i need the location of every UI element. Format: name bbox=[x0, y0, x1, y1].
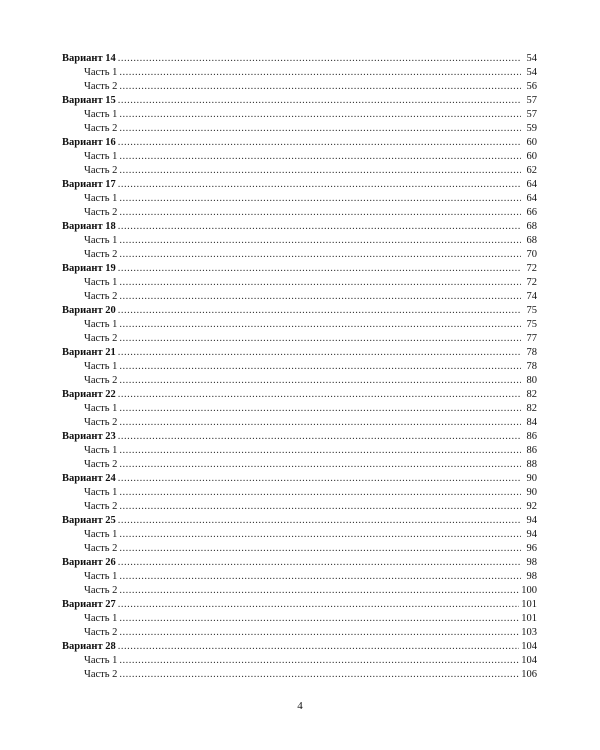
toc-part-label: Часть 1 bbox=[84, 277, 118, 288]
toc-entry-page: 68 bbox=[526, 221, 537, 232]
toc-entry-title: Вариант 15 bbox=[62, 95, 116, 106]
dot-leader bbox=[118, 430, 521, 444]
toc-entry-page: 94 bbox=[526, 515, 537, 526]
toc-part-page: 94 bbox=[526, 529, 537, 540]
toc-entry-variant[interactable] bbox=[62, 304, 537, 318]
toc-entry-title: Вариант 17 bbox=[62, 179, 116, 190]
toc-part-label: Часть 2 bbox=[84, 81, 118, 92]
dot-leader bbox=[119, 318, 521, 332]
toc-entry-page: 75 bbox=[526, 305, 537, 316]
toc-part-page: 104 bbox=[521, 655, 537, 666]
toc-entry-part[interactable] bbox=[62, 80, 537, 94]
toc-entry-part[interactable] bbox=[62, 360, 537, 374]
toc-part-page: 60 bbox=[526, 151, 537, 162]
dot-leader bbox=[119, 66, 521, 80]
dot-leader bbox=[118, 262, 521, 276]
toc-entry-part[interactable] bbox=[62, 206, 537, 220]
dot-leader bbox=[119, 402, 521, 416]
dot-leader bbox=[119, 206, 521, 220]
dot-leader bbox=[118, 598, 520, 612]
dot-leader bbox=[118, 388, 521, 402]
toc-entry-page: 98 bbox=[526, 557, 537, 568]
toc-part-label: Часть 2 bbox=[84, 627, 118, 638]
toc-entry-title: Вариант 19 bbox=[62, 263, 116, 274]
toc-part-label: Часть 1 bbox=[84, 67, 118, 78]
toc-section bbox=[62, 430, 537, 472]
toc-part-label: Часть 1 bbox=[84, 235, 118, 246]
toc-entry-page: 78 bbox=[526, 347, 537, 358]
toc-entry-title: Вариант 21 bbox=[62, 347, 116, 358]
toc-part-label: Часть 2 bbox=[84, 333, 118, 344]
toc-section bbox=[62, 262, 537, 304]
toc-entry-title: Вариант 16 bbox=[62, 137, 116, 148]
toc-part-page: 75 bbox=[526, 319, 537, 330]
dot-leader bbox=[119, 192, 521, 206]
toc-section bbox=[62, 94, 537, 136]
toc-part-page: 82 bbox=[526, 403, 537, 414]
toc-entry-part[interactable] bbox=[62, 542, 537, 556]
toc-entry-variant[interactable] bbox=[62, 178, 537, 192]
dot-leader bbox=[118, 640, 520, 654]
toc-section bbox=[62, 136, 537, 178]
toc-entry-part[interactable] bbox=[62, 500, 537, 514]
dot-leader bbox=[119, 122, 521, 136]
toc-part-page: 77 bbox=[526, 333, 537, 344]
toc-part-page: 88 bbox=[526, 459, 537, 470]
toc-part-label: Часть 1 bbox=[84, 109, 118, 120]
dot-leader bbox=[118, 472, 521, 486]
toc-part-label: Часть 1 bbox=[84, 151, 118, 162]
toc-entry-variant[interactable] bbox=[62, 388, 537, 402]
toc-part-page: 101 bbox=[521, 613, 537, 624]
toc-entry-part[interactable] bbox=[62, 486, 537, 500]
toc-part-page: 84 bbox=[526, 417, 537, 428]
toc-part-label: Часть 2 bbox=[84, 207, 118, 218]
toc-entry-variant[interactable] bbox=[62, 472, 537, 486]
dot-leader bbox=[119, 332, 521, 346]
toc-entry-page: 57 bbox=[526, 95, 537, 106]
toc-part-label: Часть 1 bbox=[84, 571, 118, 582]
toc-part-label: Часть 2 bbox=[84, 375, 118, 386]
toc-part-label: Часть 2 bbox=[84, 417, 118, 428]
dot-leader bbox=[119, 276, 521, 290]
dot-leader bbox=[119, 542, 521, 556]
dot-leader bbox=[119, 528, 521, 542]
toc-entry-part[interactable] bbox=[62, 318, 537, 332]
toc-entry-page: 104 bbox=[521, 641, 537, 652]
toc-entry-part[interactable] bbox=[62, 612, 537, 626]
toc-entry-page: 90 bbox=[526, 473, 537, 484]
dot-leader bbox=[119, 584, 519, 598]
toc-entry-part[interactable] bbox=[62, 374, 537, 388]
dot-leader bbox=[118, 346, 521, 360]
toc-part-label: Часть 2 bbox=[84, 123, 118, 134]
dot-leader bbox=[119, 248, 521, 262]
toc-entry-part[interactable] bbox=[62, 248, 537, 262]
toc-section bbox=[62, 640, 537, 682]
toc-entry-part[interactable] bbox=[62, 276, 537, 290]
toc-entry-title: Вариант 14 bbox=[62, 53, 116, 64]
dot-leader bbox=[118, 52, 521, 66]
toc-part-label: Часть 2 bbox=[84, 249, 118, 260]
toc-part-page: 66 bbox=[526, 207, 537, 218]
toc-entry-variant[interactable] bbox=[62, 556, 537, 570]
dot-leader bbox=[118, 304, 521, 318]
toc-entry-title: Вариант 25 bbox=[62, 515, 116, 526]
toc-entry-part[interactable] bbox=[62, 402, 537, 416]
toc-entry-part[interactable] bbox=[62, 528, 537, 542]
toc-entry-title: Вариант 23 bbox=[62, 431, 116, 442]
toc-entry-title: Вариант 20 bbox=[62, 305, 116, 316]
dot-leader bbox=[119, 668, 519, 682]
toc-part-label: Часть 1 bbox=[84, 319, 118, 330]
toc-part-page: 57 bbox=[526, 109, 537, 120]
toc-section bbox=[62, 220, 537, 262]
toc-entry-part[interactable] bbox=[62, 66, 537, 80]
dot-leader bbox=[119, 570, 521, 584]
toc-part-label: Часть 2 bbox=[84, 501, 118, 512]
dot-leader bbox=[119, 150, 521, 164]
dot-leader bbox=[119, 80, 521, 94]
toc-part-label: Часть 2 bbox=[84, 165, 118, 176]
toc-part-label: Часть 2 bbox=[84, 669, 118, 680]
dot-leader bbox=[119, 416, 521, 430]
toc-entry-part[interactable] bbox=[62, 570, 537, 584]
toc-part-page: 56 bbox=[526, 81, 537, 92]
toc-part-label: Часть 1 bbox=[84, 193, 118, 204]
toc-part-page: 98 bbox=[526, 571, 537, 582]
dot-leader bbox=[119, 654, 519, 668]
dot-leader bbox=[119, 500, 521, 514]
page-number: 4 bbox=[297, 700, 303, 712]
toc-part-page: 78 bbox=[526, 361, 537, 372]
toc-part-page: 70 bbox=[526, 249, 537, 260]
dot-leader bbox=[118, 94, 521, 108]
toc-entry-title: Вариант 26 bbox=[62, 557, 116, 568]
toc-part-page: 100 bbox=[521, 585, 537, 596]
dot-leader bbox=[119, 612, 519, 626]
dot-leader bbox=[118, 556, 521, 570]
toc-entry-part[interactable] bbox=[62, 626, 537, 640]
toc-entry-part[interactable] bbox=[62, 654, 537, 668]
toc-entry-variant[interactable] bbox=[62, 514, 537, 528]
toc-part-label: Часть 1 bbox=[84, 361, 118, 372]
toc-part-page: 64 bbox=[526, 193, 537, 204]
dot-leader bbox=[118, 514, 521, 528]
toc-entry-part[interactable] bbox=[62, 668, 537, 682]
toc-entry-part[interactable] bbox=[62, 444, 537, 458]
toc-part-page: 90 bbox=[526, 487, 537, 498]
toc-part-label: Часть 1 bbox=[84, 529, 118, 540]
toc-entry-variant[interactable] bbox=[62, 346, 537, 360]
dot-leader bbox=[118, 178, 521, 192]
toc-section bbox=[62, 388, 537, 430]
toc-entry-part[interactable] bbox=[62, 584, 537, 598]
toc-part-label: Часть 1 bbox=[84, 403, 118, 414]
toc-entry-part[interactable] bbox=[62, 458, 537, 472]
toc-part-label: Часть 2 bbox=[84, 543, 118, 554]
dot-leader bbox=[119, 486, 521, 500]
toc-part-label: Часть 1 bbox=[84, 655, 118, 666]
toc-part-page: 86 bbox=[526, 445, 537, 456]
toc-entry-variant[interactable] bbox=[62, 136, 537, 150]
toc-entry-part[interactable] bbox=[62, 192, 537, 206]
toc-part-page: 92 bbox=[526, 501, 537, 512]
toc-entry-variant[interactable] bbox=[62, 598, 537, 612]
toc-entry-part[interactable] bbox=[62, 150, 537, 164]
toc-entry-variant[interactable] bbox=[62, 262, 537, 276]
toc-part-label: Часть 2 bbox=[84, 459, 118, 470]
toc-part-page: 106 bbox=[521, 669, 537, 680]
table-of-contents bbox=[62, 52, 537, 682]
toc-entry-page: 72 bbox=[526, 263, 537, 274]
dot-leader bbox=[119, 626, 519, 640]
toc-entry-title: Вариант 28 bbox=[62, 641, 116, 652]
toc-section bbox=[62, 346, 537, 388]
toc-section bbox=[62, 52, 537, 94]
dot-leader bbox=[118, 220, 521, 234]
toc-entry-page: 86 bbox=[526, 431, 537, 442]
toc-entry-part[interactable] bbox=[62, 416, 537, 430]
toc-section bbox=[62, 514, 537, 556]
toc-part-page: 72 bbox=[526, 277, 537, 288]
toc-entry-part[interactable] bbox=[62, 122, 537, 136]
toc-entry-part[interactable] bbox=[62, 164, 537, 178]
toc-entry-page: 54 bbox=[526, 53, 537, 64]
toc-entry-title: Вариант 22 bbox=[62, 389, 116, 400]
toc-part-label: Часть 1 bbox=[84, 445, 118, 456]
dot-leader bbox=[119, 234, 521, 248]
toc-part-page: 96 bbox=[526, 543, 537, 554]
toc-entry-part[interactable] bbox=[62, 234, 537, 248]
toc-part-page: 59 bbox=[526, 123, 537, 134]
toc-part-page: 74 bbox=[526, 291, 537, 302]
toc-part-page: 68 bbox=[526, 235, 537, 246]
toc-part-label: Часть 1 bbox=[84, 487, 118, 498]
toc-part-label: Часть 1 bbox=[84, 613, 118, 624]
toc-part-page: 103 bbox=[521, 627, 537, 638]
toc-section bbox=[62, 556, 537, 598]
toc-entry-title: Вариант 27 bbox=[62, 599, 116, 610]
toc-part-page: 54 bbox=[526, 67, 537, 78]
toc-section bbox=[62, 598, 537, 640]
toc-entry-title: Вариант 18 bbox=[62, 221, 116, 232]
toc-entry-title: Вариант 24 bbox=[62, 473, 116, 484]
toc-entry-page: 82 bbox=[526, 389, 537, 400]
toc-entry-page: 101 bbox=[521, 599, 537, 610]
toc-entry-variant[interactable] bbox=[62, 220, 537, 234]
toc-entry-part[interactable] bbox=[62, 108, 537, 122]
toc-section bbox=[62, 178, 537, 220]
toc-entry-part[interactable] bbox=[62, 332, 537, 346]
dot-leader bbox=[119, 360, 521, 374]
toc-part-page: 62 bbox=[526, 165, 537, 176]
toc-entry-variant[interactable] bbox=[62, 94, 537, 108]
dot-leader bbox=[119, 164, 521, 178]
toc-section bbox=[62, 472, 537, 514]
toc-entry-variant[interactable] bbox=[62, 430, 537, 444]
dot-leader bbox=[119, 108, 521, 122]
toc-entry-page: 64 bbox=[526, 179, 537, 190]
toc-entry-variant[interactable] bbox=[62, 640, 537, 654]
dot-leader bbox=[119, 458, 521, 472]
dot-leader bbox=[119, 290, 521, 304]
toc-entry-page: 60 bbox=[526, 137, 537, 148]
toc-part-label: Часть 2 bbox=[84, 291, 118, 302]
toc-entry-part[interactable] bbox=[62, 290, 537, 304]
toc-part-label: Часть 2 bbox=[84, 585, 118, 596]
dot-leader bbox=[119, 374, 521, 388]
dot-leader bbox=[119, 444, 521, 458]
toc-section bbox=[62, 304, 537, 346]
toc-entry-variant[interactable] bbox=[62, 52, 537, 66]
toc-part-page: 80 bbox=[526, 375, 537, 386]
dot-leader bbox=[118, 136, 521, 150]
